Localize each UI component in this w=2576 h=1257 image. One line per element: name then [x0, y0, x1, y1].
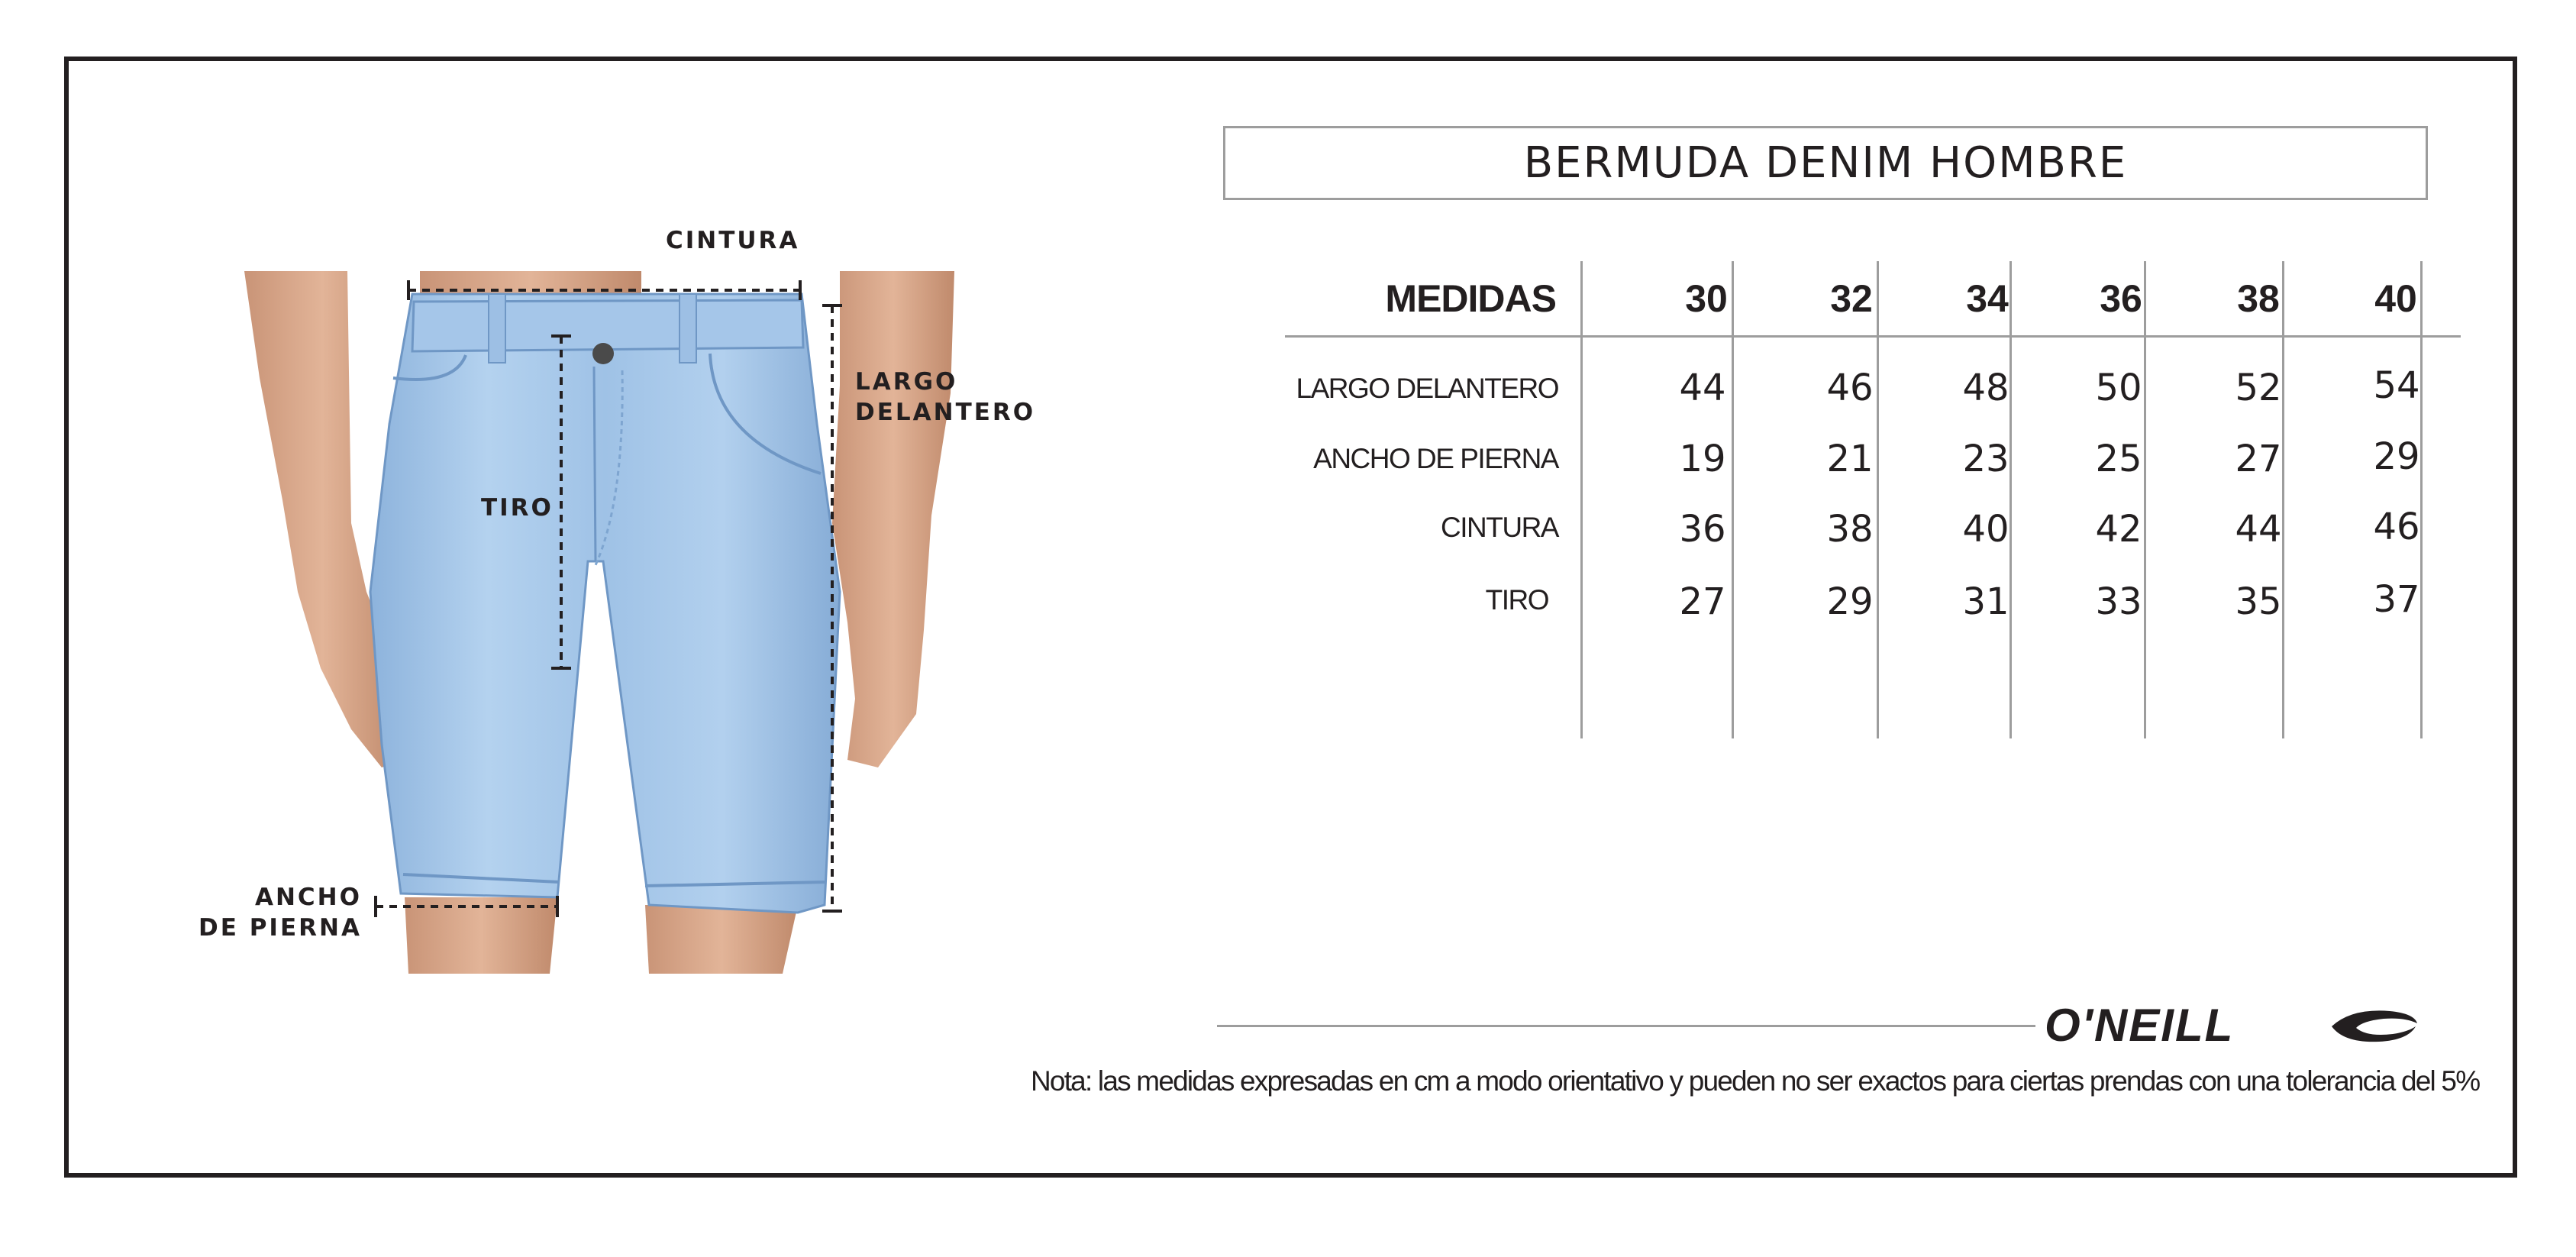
table-cell: 48 [1962, 367, 2009, 409]
row-label: ANCHO DE PIERNA [1313, 443, 1558, 474]
table-cell: 33 [2095, 580, 2142, 623]
column-divider [2282, 261, 2284, 738]
footer-rule [1217, 1025, 2035, 1027]
table-cell: 42 [2095, 508, 2142, 551]
header-divider [1285, 335, 2461, 338]
table-cell: 27 [1679, 580, 1726, 623]
table-cell: 29 [2373, 435, 2420, 478]
row-label: TIRO [1485, 584, 1548, 616]
oneill-wave-logo-icon [2329, 1007, 2419, 1043]
ancho-label-line2: DE PIERNA [199, 914, 362, 942]
table-cell: 35 [2235, 580, 2282, 623]
table-cell: 23 [1962, 438, 2009, 480]
size-header: 32 [1830, 277, 1873, 320]
table-cell: 44 [1679, 367, 1726, 409]
table-cell: 52 [2235, 367, 2282, 409]
brand-name: O'NEILL [2045, 1000, 2235, 1051]
table-cell: 46 [1826, 367, 1874, 409]
left-leg [405, 897, 557, 974]
size-header: 36 [2100, 277, 2142, 320]
table-cell: 27 [2235, 438, 2282, 480]
right-arm [832, 271, 954, 767]
size-header: 40 [2374, 277, 2417, 320]
belt-loop [680, 294, 696, 363]
row-label: CINTURA [1441, 512, 1558, 543]
ancho-label-line1: ANCHO [254, 884, 362, 911]
table-cell: 38 [1826, 508, 1874, 551]
ancho-de-pierna-label [199, 882, 362, 944]
table-cell: 37 [2373, 578, 2420, 621]
size-header: 30 [1685, 277, 1728, 320]
cintura-label: CINTURA [666, 227, 800, 254]
table-cell: 25 [2095, 438, 2142, 480]
table-cell: 44 [2235, 508, 2282, 551]
column-divider [1580, 261, 1583, 738]
table-cell: 46 [2373, 506, 2420, 548]
largo-label-line1: LARGO [855, 368, 958, 396]
column-divider [1732, 261, 1734, 738]
disclaimer-note: Nota: las medidas expresadas en cm a modo orientativo y pueden no ser exactos para ciertas prendas con una tolerancia del 5% [1031, 1065, 2480, 1097]
column-divider [2144, 261, 2146, 738]
largo-delantero-label [855, 367, 1035, 428]
table-cell: 36 [1679, 508, 1726, 551]
column-divider [2420, 261, 2423, 738]
denim-shorts [370, 294, 840, 913]
medidas-header: MEDIDAS [1385, 277, 1556, 320]
column-divider [2009, 261, 2012, 738]
belt-loop [489, 294, 505, 363]
size-header: 34 [1966, 277, 2009, 320]
table-cell: 19 [1679, 438, 1726, 480]
table-cell: 21 [1826, 438, 1874, 480]
table-cell: 40 [1962, 508, 2009, 551]
page-title: BERMUDA DENIM HOMBRE [1223, 126, 2428, 200]
waistband [412, 300, 803, 351]
table-cell: 31 [1962, 580, 2009, 623]
row-label: LARGO DELANTERO [1296, 373, 1558, 404]
tiro-label: TIRO [481, 494, 554, 522]
fly-seam [594, 367, 596, 561]
column-divider [1877, 261, 1879, 738]
table-cell: 29 [1826, 580, 1874, 623]
largo-label-line2: DELANTERO [855, 399, 1036, 427]
size-table [1285, 260, 2461, 741]
jeans-button [592, 343, 614, 364]
table-cell: 50 [2095, 367, 2142, 409]
right-leg [645, 905, 798, 974]
table-cell: 54 [2373, 364, 2420, 407]
size-header: 38 [2237, 277, 2280, 320]
